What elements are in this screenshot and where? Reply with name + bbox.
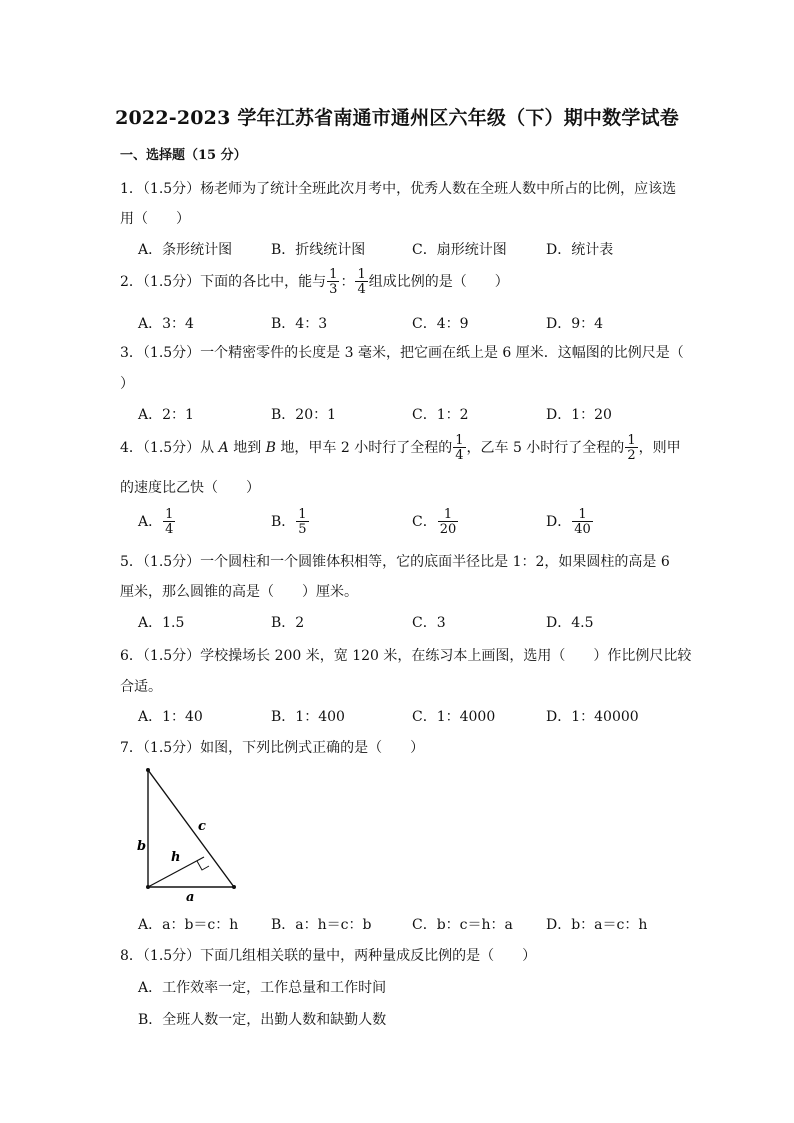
denominator: 5 <box>298 522 307 537</box>
fraction <box>625 434 637 462</box>
numerator: 1 <box>298 507 307 522</box>
fraction <box>453 434 465 462</box>
point-b: B <box>265 440 276 456</box>
fraction <box>163 508 175 536</box>
q4-part: 地，甲车 2 小时行了全程的 <box>275 440 453 456</box>
option-label: B． <box>271 514 296 530</box>
option-d: D．9：4 <box>546 316 604 332</box>
option-b: B．折线统计图 <box>271 242 366 258</box>
q4-part: ，乙车 5 小时行了全程的 <box>466 440 625 456</box>
option-d: D．b：a＝c：h <box>546 917 648 933</box>
option-c <box>412 508 459 536</box>
denominator: 4 <box>357 282 366 297</box>
section-heading: 一、选择题（15 分） <box>120 148 247 163</box>
side-label-c: c <box>198 819 206 834</box>
option-d: D．统计表 <box>546 242 614 258</box>
option-a: A．2：1 <box>138 407 194 423</box>
option-c: C．1：4000 <box>412 709 496 725</box>
denominator: 20 <box>439 522 457 537</box>
q8-text: 8．（1.5分）下面几组相关联的量中，两种量成反比例的是（ ） <box>120 948 537 964</box>
q2-prefix: 2．（1.5分）下面的各比中，能与 <box>120 274 327 290</box>
option-a: A．条形统计图 <box>138 242 233 258</box>
q6-text: 6．（1.5分）学校操场长 200 米，宽 120 米，在练习本上画图，选用（ ）作比例尺比较 <box>120 648 692 664</box>
option-b: B．1：400 <box>271 709 345 725</box>
fraction <box>572 508 593 536</box>
numerator: 1 <box>165 507 174 522</box>
numerator: 1 <box>627 433 636 448</box>
triangle-figure <box>135 762 245 902</box>
q4-part: 4．（1.5分）从 <box>120 440 219 456</box>
option-a: A．1.5 <box>138 615 185 631</box>
option-c: C．4：9 <box>412 316 469 332</box>
q8-option-a: A．工作效率一定，工作总量和工作时间 <box>138 980 387 996</box>
numerator: 1 <box>455 433 464 448</box>
option-a: A．3：4 <box>138 316 194 332</box>
option-a: A．1：40 <box>138 709 203 725</box>
altitude-label-h: h <box>171 850 181 865</box>
option-c: C．3 <box>412 615 446 631</box>
side-label-b: b <box>137 839 147 854</box>
numerator: 1 <box>357 267 366 282</box>
numerator: 1 <box>443 507 453 522</box>
fraction <box>355 268 367 296</box>
fraction <box>296 508 308 536</box>
q3-options <box>138 404 658 428</box>
option-b: B．a：h＝c：b <box>271 917 372 933</box>
option-d: D．1：40000 <box>546 709 639 725</box>
right-triangle <box>148 770 234 887</box>
option-b <box>271 508 310 536</box>
point-a: A <box>218 440 229 456</box>
q1-text: 1．（1.5分）杨老师为了统计全班此次月考中，优秀人数在全班人数中所占的比例，应该选 <box>120 181 677 197</box>
q5-text-cont: 厘米，那么圆锥的高是（ ）厘米。 <box>120 584 358 600</box>
q6-text-cont: 合适。 <box>120 679 162 695</box>
option-b: B．2 <box>271 615 305 631</box>
vertex-dot <box>146 885 150 889</box>
right-angle-mark <box>197 861 209 870</box>
q1-text-cont: 用（ ） <box>120 211 190 227</box>
q2-text <box>120 268 509 296</box>
option-c: C．1：2 <box>412 407 469 423</box>
option-c: C．b：c＝h：a <box>412 917 513 933</box>
option-label: D． <box>546 514 572 530</box>
page-title: 2022-2023 学年江苏省南通市通州区六年级（下）期中数学试卷 <box>115 107 679 129</box>
denominator: 4 <box>165 522 174 537</box>
q7-text: 7．（1.5分）如图，下列比例式正确的是（ ） <box>120 740 425 756</box>
q2-suffix: 组成比例的是（ ） <box>368 274 509 290</box>
q5-options <box>138 612 658 636</box>
denominator: 4 <box>455 448 464 463</box>
option-label: C． <box>412 514 437 530</box>
q3-text: 3．（1.5分）一个精密零件的长度是 3 毫米，把它画在纸上是 6 厘米．这幅图的比例尺是（ <box>120 345 684 361</box>
numerator: 1 <box>578 507 587 522</box>
option-d: D．4.5 <box>546 615 594 631</box>
option-a <box>138 508 176 536</box>
vertex-dot <box>146 768 150 772</box>
option-b: B．4：3 <box>271 316 328 332</box>
side-label-a: a <box>186 890 195 902</box>
fraction <box>438 508 459 536</box>
q7-options <box>138 914 658 938</box>
q6-options <box>138 706 658 730</box>
q1-options <box>138 239 658 263</box>
q4-part: ，则甲 <box>638 440 681 456</box>
q2-options <box>138 313 658 337</box>
option-label: A． <box>138 514 163 530</box>
q4-text-cont: 的速度比乙快（ ） <box>120 480 260 496</box>
numerator: 1 <box>329 267 338 282</box>
option-b: B．20：1 <box>271 407 337 423</box>
vertex-dot <box>232 885 236 889</box>
q8-option-b: B．全班人数一定，出勤人数和缺勤人数 <box>138 1012 387 1028</box>
q4-options <box>138 507 658 537</box>
option-d: D．1：20 <box>546 407 612 423</box>
q4-text <box>120 434 681 462</box>
ratio-sign: ： <box>340 274 355 290</box>
denominator: 40 <box>574 522 591 537</box>
option-d <box>546 508 594 536</box>
q5-text: 5．（1.5分）一个圆柱和一个圆锥体积相等，它的底面半径比是 1：2，如果圆柱的高是 6 <box>120 554 670 570</box>
fraction <box>327 268 339 296</box>
option-a: A．a：b＝c：h <box>138 917 239 933</box>
q4-part: 地到 <box>228 440 266 456</box>
q3-text-cont: ） <box>120 376 134 392</box>
denominator: 2 <box>627 448 636 463</box>
denominator: 3 <box>329 282 338 297</box>
option-c: C．扇形统计图 <box>412 242 507 258</box>
